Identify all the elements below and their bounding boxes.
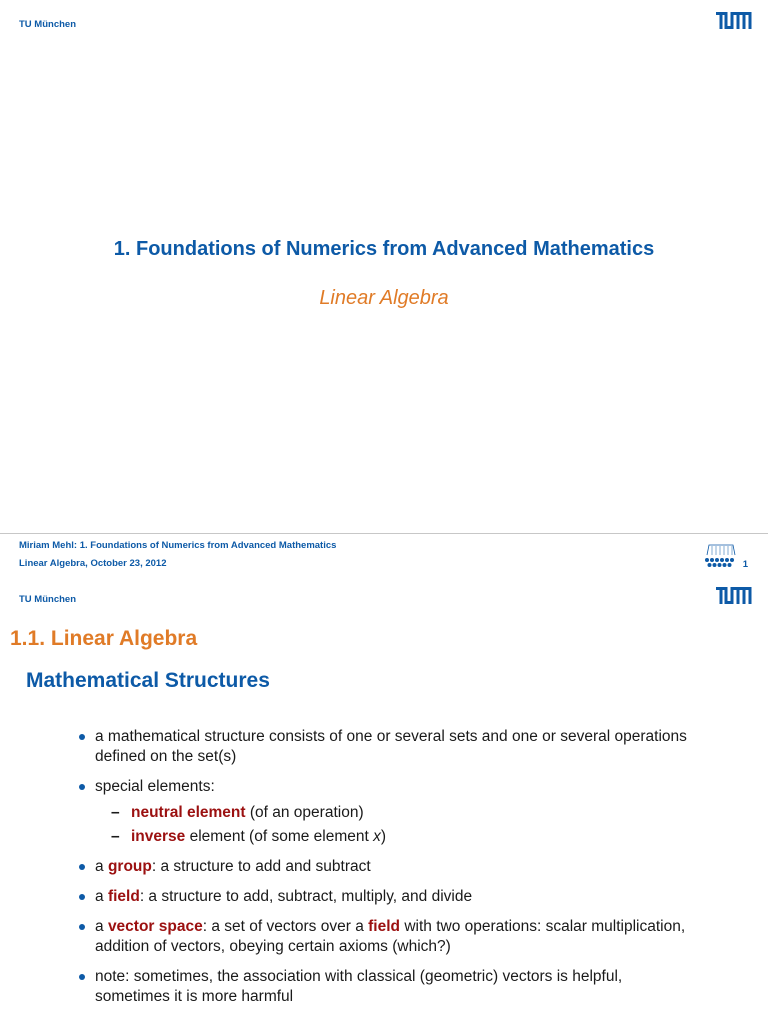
keyword: field	[368, 918, 401, 935]
bullet-item	[78, 727, 698, 767]
bullet-text: element (of some element	[185, 828, 374, 845]
keyword: inverse	[131, 828, 186, 845]
bullet-text: note: sometimes, the association with classical (geometric) vectors is helpful, sometimes it is more harmful	[95, 968, 623, 1005]
bullet-text: a	[95, 918, 108, 935]
bullet-item	[78, 917, 698, 957]
bullet-text: a	[95, 888, 108, 905]
slide-subtitle: Linear Algebra	[319, 287, 449, 309]
bullet-list	[78, 727, 698, 1017]
keyword: neutral element	[131, 804, 246, 821]
bullet-text: : a structure to add and subtract	[151, 858, 371, 875]
keyword: field	[107, 888, 140, 905]
bullet-item	[78, 777, 698, 847]
tum-logo-icon	[716, 587, 752, 607]
keyword: vector space	[107, 918, 203, 935]
tum-logo-icon	[716, 12, 752, 32]
section-title: 1.1. Linear Algebra	[10, 627, 198, 650]
subsection-title: Mathematical Structures	[26, 669, 270, 692]
sub-bullet-list	[95, 803, 698, 847]
footer-author-title: Miriam Mehl: 1. Foundations of Numerics from Advanced Mathematics	[19, 540, 337, 551]
bullet-item	[78, 857, 698, 877]
bullet-text: : a set of vectors over a	[202, 918, 369, 935]
university-name: TU München	[19, 594, 76, 605]
bullet-item	[78, 887, 698, 907]
bullet-text: )	[380, 828, 387, 845]
slide-title: 1. Foundations of Numerics from Advanced Mathematics	[113, 238, 655, 260]
sub-bullet-item	[95, 803, 698, 823]
footer-date: Linear Algebra, October 23, 2012	[19, 558, 167, 569]
variable: x	[373, 828, 381, 845]
bullet-text: (of an operation)	[245, 804, 364, 821]
page-number: 1	[742, 559, 748, 570]
bullet-text: a mathematical structure consists of one or several sets and one or several operations defined on the set(s)	[95, 728, 687, 765]
content-slide	[0, 576, 768, 1024]
keyword: group	[107, 858, 152, 875]
bullet-item	[78, 967, 698, 1007]
bullet-text: a	[95, 858, 108, 875]
university-name: TU München	[19, 19, 76, 30]
bullet-text: special elements:	[95, 778, 215, 795]
bullet-text: with two operations: scalar multiplication, addition of vectors, obeying certain axioms (which?)	[95, 918, 686, 955]
footer-divider	[0, 533, 768, 534]
bullet-text: : a structure to add, subtract, multiply, and divide	[139, 888, 473, 905]
faculty-emblem-icon	[704, 541, 738, 569]
sub-bullet-item	[95, 827, 698, 847]
